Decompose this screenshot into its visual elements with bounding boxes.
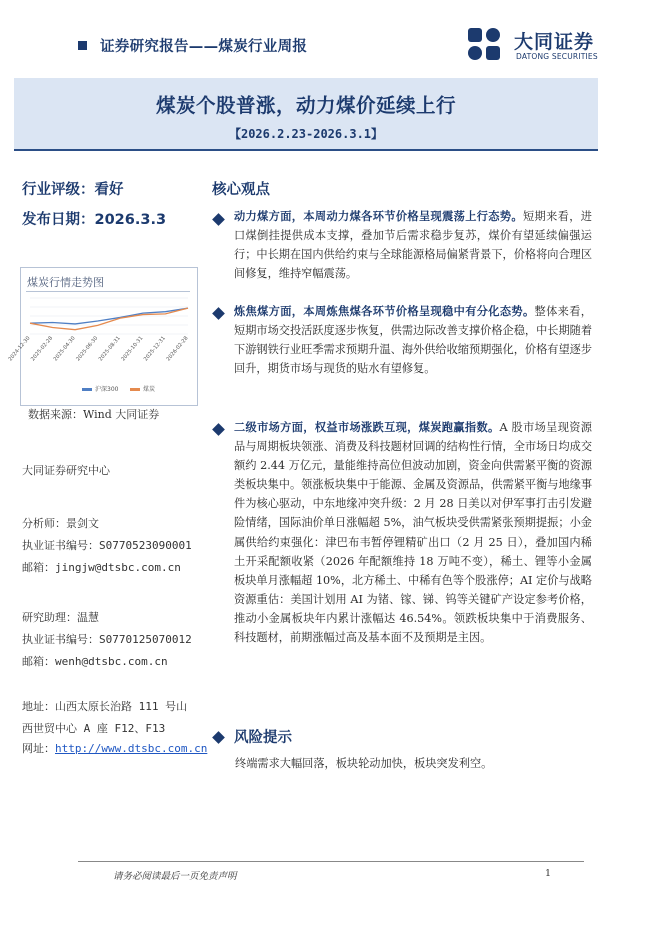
- research-center: 大同证券研究中心: [22, 464, 110, 477]
- chart-legend: [82, 385, 155, 393]
- report-category-title: 证券研究报告——煤炭行业周报: [100, 39, 308, 55]
- assistant-name: 研究助理：温慧: [22, 611, 99, 624]
- core-point-bold: 二级市场方面，权益市场涨跌互现，煤炭跑赢指数。: [234, 421, 500, 434]
- chart-x-tick-label: 2025-10-31: [120, 335, 145, 363]
- diamond-bullet-icon: [212, 213, 225, 226]
- report-date-range: 【2026.2.23-2026.3.1】: [228, 127, 384, 141]
- market-trend-chart: [7, 292, 196, 404]
- footer-divider: [78, 861, 584, 862]
- core-point-secondary-market: [234, 418, 592, 647]
- chart-x-tick-label: 2025-08-31: [97, 335, 122, 363]
- website-label: 网址：: [22, 742, 55, 755]
- website-row: [22, 740, 207, 756]
- website-link[interactable]: http://www.dtsbc.com.cn: [55, 742, 208, 755]
- industry-rating: 行业评级：看好: [22, 182, 124, 198]
- chart-legend-label: 沪深300: [95, 386, 119, 393]
- chart-x-tick-label: 2025-12-31: [142, 335, 167, 363]
- page-number: 1: [545, 868, 552, 879]
- chart-x-tick-label: 2024-12-30: [7, 335, 32, 363]
- assistant-email: 邮箱：wenh@dtsbc.com.cn: [22, 655, 168, 668]
- analyst-name: 分析师：景剑文: [22, 517, 99, 530]
- chart-series-lines: [30, 308, 188, 330]
- analyst-email: 邮箱：jingjw@dtsbc.com.cn: [22, 561, 181, 574]
- analyst-certificate: 执业证书编号：S0770523090001: [22, 539, 192, 552]
- core-point-thermal-coal: [234, 207, 592, 283]
- header-square-marker: [78, 41, 87, 50]
- diamond-bullet-icon: [212, 423, 225, 436]
- chart-legend-label: 煤炭: [143, 386, 156, 393]
- chart-x-tick-label: 2025-06-30: [75, 335, 100, 363]
- logo-english-name: DATONG SECURITIES: [516, 52, 598, 61]
- assistant-certificate: 执业证书编号：S0770125070012: [22, 633, 192, 646]
- chart-data-source: 数据来源：Wind 大同证券: [28, 408, 160, 421]
- chart-legend-swatch: [82, 388, 92, 391]
- diamond-bullet-icon: [212, 307, 225, 320]
- chart-x-tick-label: 2025-02-28: [30, 335, 55, 363]
- report-main-title: 煤炭个股普涨，动力煤价延续上行: [155, 94, 456, 117]
- risk-text: 终端需求大幅回落，板块轮动加快，板块突发利空。: [235, 757, 493, 770]
- chart-title: 煤炭行情走势图: [27, 276, 104, 289]
- diamond-bullet-icon: [212, 731, 225, 744]
- core-views-heading: 核心观点: [212, 182, 270, 198]
- chart-grid: [30, 298, 188, 334]
- title-band-underline: [14, 149, 598, 151]
- core-point-text: A 股市场呈现资源品与周期板块领涨、消费及科技题材回调的结构性行情，全市场日均成交额约 2.44 万亿元，量能维持高位但波动加剧，资金向供需紧平衡的资源类板块集中。领涨板块集中于能源、金属及资源品，供需紧平衡与地缘事件为核心驱动，中东地缘冲突升级：2 月 28 日美以对伊军事打击引发避险情绪，国际油价单日涨幅超 5%，油气板块受供需紧张预期提振；小金属供给约束强化：津巴布韦暂停锂精矿出口（2 月 25 日），叠加国内稀土开采配额收紧（2026 年配额维持 18 万吨不变），稀土、锂等小金属板块单月涨幅超 10%，北方稀土、中稀有色等个股涨停；AI 定价与战略资源重估：美国计划用 AI 为锗、镓、锑、钨等关键矿产设定参考价格，推动小金属板块年内累计涨幅达 46.54%。领跌板块集中于消费服务、科技题材，前期涨幅过高及基本面不及预期是主因。: [234, 421, 593, 645]
- chart-x-tick-label: 2025-04-30: [52, 335, 77, 363]
- core-point-bold: 炼焦煤方面，本周炼焦煤各环节价格呈现稳中有分化态势。: [234, 305, 535, 318]
- chart-x-ticks: [8, 335, 190, 362]
- core-point-text: 整体来看，短期市场交投活跃度逐步恢复，供需边际改善支撑价格企稳，中长期随着下游钢铁行业旺季需求预期升温、海外供给收缩预期强化，价格有望逐步回升，期货市场与现货的贴水有望修复。: [234, 305, 593, 376]
- publish-date: 发布日期：2026.3.3: [22, 212, 167, 228]
- core-point-text: 短期来看，进口煤倒挂提供成本支撑，叠加节后需求稳步复苏，煤价有望延续偏强运行；中长期在国内供给约束与全球能源格局偏紧背景下，价格将向合理区间修复，维持窄幅震荡。: [234, 210, 593, 281]
- chart-legend-swatch: [130, 388, 140, 391]
- core-point-bold: 动力煤方面，本周动力煤各环节价格呈现震荡上行态势。: [234, 210, 523, 223]
- disclaimer-note: 请务必阅读最后一页免责声明: [113, 871, 237, 882]
- address-line-1: 地址：山西太原长治路 111 号山: [22, 700, 188, 713]
- address-line-2: 西世贸中心 A 座 F12、F13: [22, 722, 166, 735]
- risk-heading: 风险提示: [234, 730, 292, 746]
- logo-name: 大同证券: [514, 31, 595, 53]
- core-point-coking-coal: [234, 302, 592, 378]
- chart-x-tick-label: 2026-02-28: [165, 335, 190, 363]
